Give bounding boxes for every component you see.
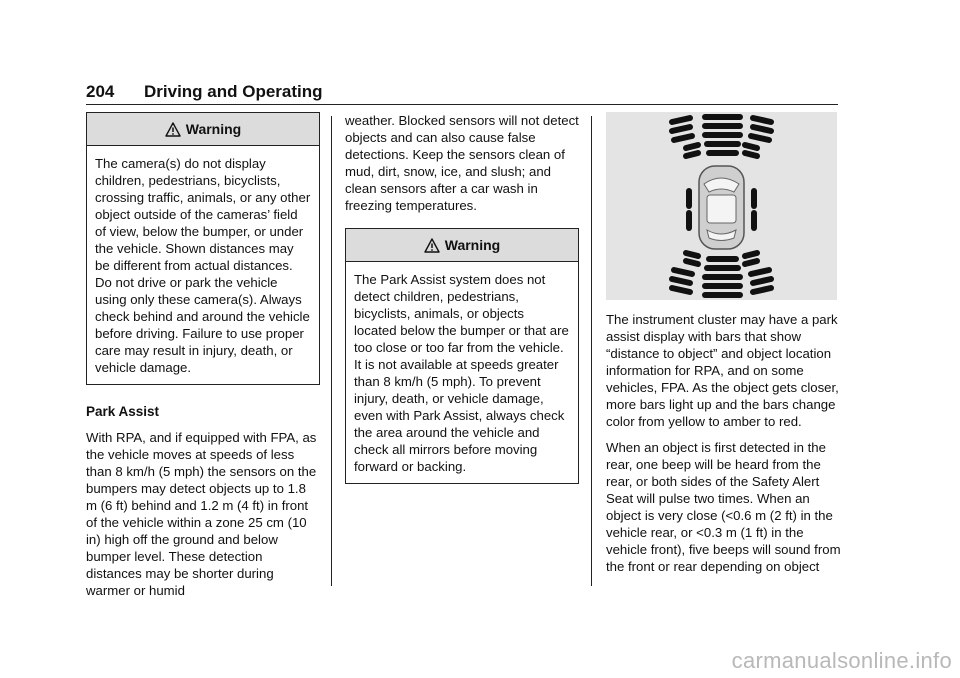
section-title: Driving and Operating (144, 82, 323, 101)
detection-paragraph: When an object is first detected in the rear, one beep will be heard from the rear, or both sides of the Safety Alert Seat will pulse two times. When an object is very close (<0.6 m (2 ft) in the vehicle rear, or <0.3 m (1 ft) in the vehicle front), five beeps will sound from the front or rear depending on object (606, 440, 841, 574)
warning-text: The Park Assist system does not detect children, pedestrians, bicyclists, animals, or objects located below the bumper or that are too close or too far from the vehicle. It is not available at speeds greater than 8 km/h (5 mph). To prevent injury, death, or vehicle damage, even with Park Assist, always check the area around the vehicle and check all mirrors before moving forward or backing. (354, 272, 569, 474)
column-middle (345, 112, 579, 484)
sensor-paragraph: weather. Blocked sensors will not detect objects and can also cause false detections. Keep the sensors clean of mud, dirt, snow, ice, and slush; and clean sensors after a car wash in freezing temperatures. (345, 113, 579, 213)
warning-triangle-icon (165, 122, 181, 137)
column-divider (331, 116, 332, 586)
column-left (86, 112, 320, 608)
page-header (86, 82, 838, 105)
park-assist-paragraph: With RPA, and if equipped with FPA, as the vehicle moves at speeds of less than 8 km/h (5 mph) the sensors on the bumpers may detect objects up to 1.8 m (6 ft) behind and 1.2 m (4 ft) in front of the vehicle within a zone 25 cm (10 in) high off the ground and below bumper level. These detection distances may be shorter during warmer or humid (86, 430, 317, 598)
warning-triangle-icon (424, 238, 440, 253)
park-assist-warning-box (345, 228, 579, 484)
instrument-cluster-paragraph: The instrument cluster may have a park assist display with bars that show “distance to object” and object location information for RPA, and on some vehicles, FPA. As the object gets closer, more bars light up and the bars change color from yellow to amber to red. (606, 312, 839, 429)
warning-title: Warning (185, 120, 242, 137)
column-right (606, 311, 842, 584)
page-number: 204 (86, 82, 115, 101)
column-divider (591, 116, 592, 586)
camera-warning-box (86, 112, 320, 385)
warning-header (346, 229, 578, 262)
park-assist-heading: Park Assist (86, 404, 160, 419)
watermark: carmanualsonline.info (731, 648, 952, 673)
warning-header (87, 113, 319, 146)
park-assist-display-icon (606, 112, 837, 300)
warning-text: The camera(s) do not display children, pedestrians, bicyclists, crossing traffic, animals, or any other object outside of the cameras’ field of view, below the bumper, or under the vehicle. Shown distances may be different from actual distances. Do not drive or park the vehicle using only these camera(s). Always check behind and around the vehicle before driving. Failure to use proper care may result in injury, death, or vehicle damage. (95, 156, 311, 375)
warning-title: Warning (444, 236, 501, 253)
